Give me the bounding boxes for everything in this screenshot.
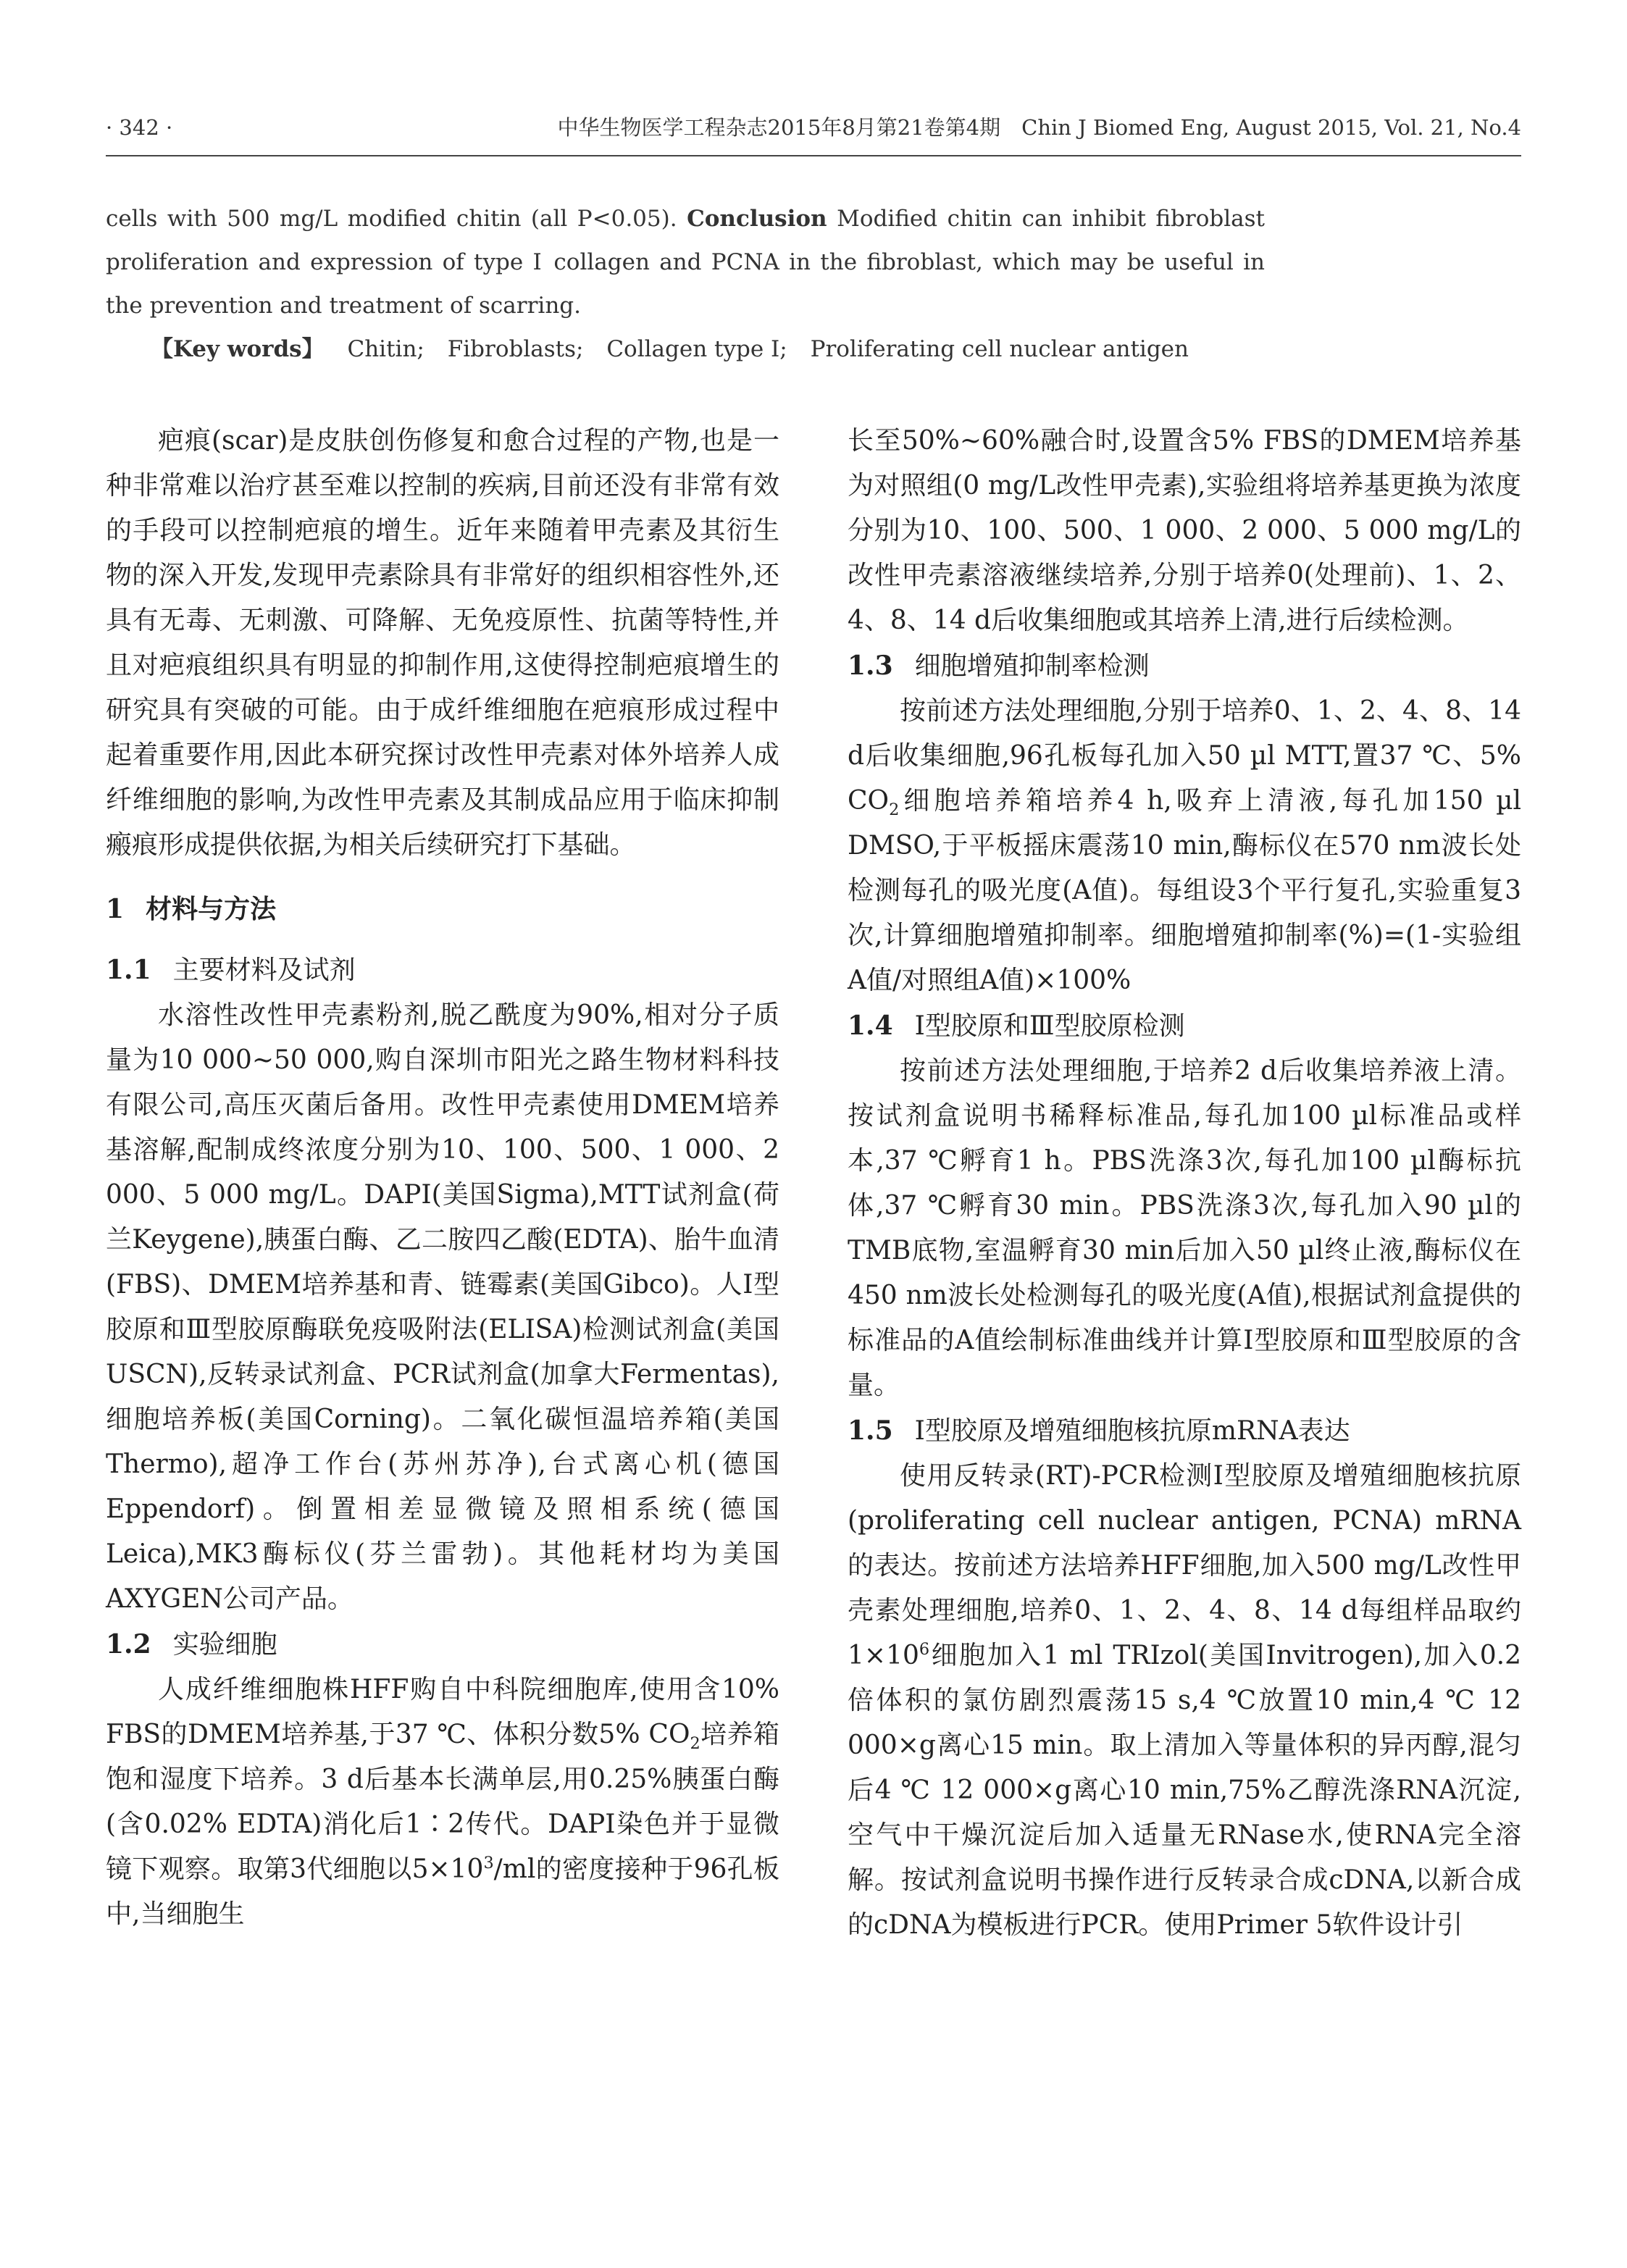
section-title: 材料与方法 [146, 894, 277, 924]
subsection-title: Ⅰ型胶原和Ⅲ型胶原检测 [914, 1011, 1185, 1041]
subscript: 2 [889, 800, 900, 820]
section-number: 1 [106, 894, 125, 924]
text-run: 细胞培养箱培养4 h,吸弃上清液,每孔加150 µl DMSO,于平板摇床震荡10 min,酶标仪在570 nm波长处检测每孔的吸光度(A值)。每组设3个平行复孔,实验重复3次,计算细胞增殖抑制率。细胞增殖抑制率(%)=(1-实验组A值/对照组A值)×100% [848, 786, 1521, 995]
keyword: Proliferating cell nuclear antigen [810, 336, 1189, 362]
text-run: 使用反转录(RT)-PCR检测Ⅰ型胶原及增殖细胞核抗原(proliferating cell nuclear antigen, PCNA) mRNA的表达。按前述方法培养HFF细胞,加入500 mg/L改性甲壳素处理细胞,培养0、1、2、4、8、14 d每组样品取约1×10 [848, 1461, 1521, 1670]
keywords-label: 【Key words】 [151, 336, 325, 362]
running-header [106, 107, 1521, 148]
cells-paragraph [106, 1667, 779, 1937]
results-tail: cells with 500 mg/L modified chitin (all P<0.05). [106, 206, 677, 232]
keyword: Fibroblasts; [447, 336, 584, 362]
subsection-number: 1.3 [848, 650, 893, 681]
subsection-heading-1-4 [848, 1003, 1521, 1049]
subsection-title: Ⅰ型胶原及增殖细胞核抗原mRNA表达 [914, 1416, 1350, 1446]
subsection-number: 1.4 [848, 1010, 893, 1041]
subsection-title: 主要材料及试剂 [172, 955, 356, 985]
abstract-tail [106, 197, 1265, 371]
keywords-line [106, 327, 1265, 371]
text-run: 人成纤维细胞株HFF购自中科院细胞库,使用含10% FBS的DMEM培养基,于37 ℃、体积分数5% CO [106, 1675, 779, 1749]
text-run: /ml的密度接种于96孔板中,当细胞生 [106, 1854, 779, 1929]
rtpcr-paragraph [848, 1454, 1521, 1948]
materials-paragraph: 水溶性改性甲壳素粉剂,脱乙酰度为90%,相对分子质量为10 000~50 000,购自深圳市阳光之路生物材料科技有限公司,高压灭菌后备用。改性甲壳素使用DMEM培养基溶解,配制成终浓度分别为10、100、500、1 000、2 000、5 000 mg/L。DAPI(美国Sigma),MTT试剂盒(荷兰Keygene),胰蛋白酶、乙二胺四乙酸(EDTA)、胎牛血清(FBS)、DMEM培养基和青、链霉素(美国Gibco)。人Ⅰ型胶原和Ⅲ型胶原酶联免疫吸附法(ELISA)检测试剂盒(美国USCN),反转录试剂盒、PCR试剂盒(加拿大Fermentas),细胞培养板(美国Corning)。二氧化碳恒温培养箱(美国Thermo),超净工作台(苏州苏净),台式离心机(德国Eppendorf)。倒置相差显微镜及照相系统(德国Leica),MK3酶标仪(芬兰雷勃)。其他耗材均为美国AXYGEN公司产品。 [106, 1000, 779, 1614]
conclusion-label: Conclusion [687, 206, 827, 232]
superscript: 6 [919, 1640, 930, 1659]
elisa-paragraph: 按前述方法处理细胞,于培养2 d后收集培养液上清。按试剂盒说明书稀释标准品,每孔加100 µl标准品或样本,37 ℃孵育1 h。PBS洗涤3次,每孔加100 µl酶标抗体,37 ℃孵育30 min。PBS洗涤3次,每孔加入90 µl的TMB底物,室温孵育30 min后加入50 µl终止液,酶标仪在450 nm波长处检测每孔的吸光度(A值),根据试剂盒提供的标准品的A值绘制标准曲线并计算Ⅰ型胶原和Ⅲ型胶原的含量。 [848, 1056, 1521, 1400]
right-column [848, 419, 1521, 1948]
journal-citation: 中华生物医学工程杂志2015年8月第21卷第4期 Chin J Biomed Eng, August 2015, Vol. 21, No.4 [557, 115, 1521, 140]
subsection-number: 1.5 [848, 1415, 893, 1446]
text-run: 按前述方法处理细胞,分别于培养0、1、2、4、8、14 d后收集细胞,96孔板每孔加入50 µl MTT,置37 ℃、5% CO [848, 696, 1521, 816]
conclusion-text: Modified chitin can inhibit fibroblast proliferation and expression of type Ⅰ collagen and PCNA in the fibroblast, which may be useful in the prevention and treatment of scarring. [106, 206, 1265, 319]
subsection-number: 1.2 [106, 1629, 151, 1660]
subsection-number: 1.1 [106, 955, 151, 985]
subsection-heading-1-2 [106, 1622, 779, 1667]
abstract-results-conclusion [106, 197, 1265, 327]
keyword: Chitin; [347, 336, 424, 362]
mtt-paragraph [848, 689, 1521, 1003]
header-divider [106, 155, 1521, 156]
subscript: 2 [690, 1734, 700, 1754]
subsection-title: 实验细胞 [172, 1630, 277, 1660]
subsection-title: 细胞增殖抑制率检测 [914, 651, 1150, 681]
page-number: · 342 · [106, 115, 173, 140]
subsection-heading-1-5 [848, 1408, 1521, 1454]
text-run: 培养箱饱和湿度下培养。3 d后基本长满单层,用0.25%胰蛋白酶(含0.02% EDTA)消化后1∶2传代。DAPI染色并于显微镜下观察。取第3代细胞以5×10 [106, 1720, 779, 1884]
section-heading-methods [106, 887, 779, 932]
text-run: 细胞加入1 ml TRIzol(美国Invitrogen),加入0.2倍体积的氯仿剧烈震荡15 s,4 ℃放置10 min,4 ℃ 12 000×g离心15 min。取上清加入等量体积的异丙醇,混匀后4 ℃ 12 000×g离心10 min,75%乙醇洗涤RNA沉淀,空气中干燥沉淀后加入适量无RNase水,使RNA完全溶解。按试剂盒说明书操作进行反转录合成cDNA,以新合成的cDNA为模板进行PCR。使用Primer 5软件设计引 [848, 1641, 1521, 1940]
keyword: Collagen type Ⅰ; [606, 336, 787, 362]
intro-paragraph: 疤痕(scar)是皮肤创伤修复和愈合过程的产物,也是一种非常难以治疗甚至难以控制的疾病,目前还没有非常有效的手段可以控制疤痕的增生。近年来随着甲壳素及其衍生物的深入开发,发现甲壳素除具有非常好的组织相容性外,还具有无毒、无刺激、可降解、无免疫原性、抗菌等特性,并且对疤痕组织具有明显的抑制作用,这使得控制疤痕增生的研究具有突破的可能。由于成纤维细胞在疤痕形成过程中起着重要作用,因此本研究探讨改性甲壳素对体外培养人成纤维细胞的影响,为改性甲壳素及其制成品应用于临床抑制瘢痕形成提供依据,为相关后续研究打下基础。 [106, 426, 779, 860]
subsection-heading-1-1 [106, 947, 779, 993]
subsection-heading-1-3 [848, 643, 1521, 689]
left-column [106, 419, 779, 1937]
cells-paragraph-continued: 长至50%~60%融合时,设置含5% FBS的DMEM培养基为对照组(0 mg/L改性甲壳素),实验组将培养基更换为浓度分别为10、100、500、1 000、2 000、5 000 mg/L的改性甲壳素溶液继续培养,分别于培养0(处理前)、1、2、4、8、14 d后收集细胞或其培养上清,进行后续检测。 [848, 426, 1521, 635]
superscript: 3 [483, 1854, 494, 1872]
